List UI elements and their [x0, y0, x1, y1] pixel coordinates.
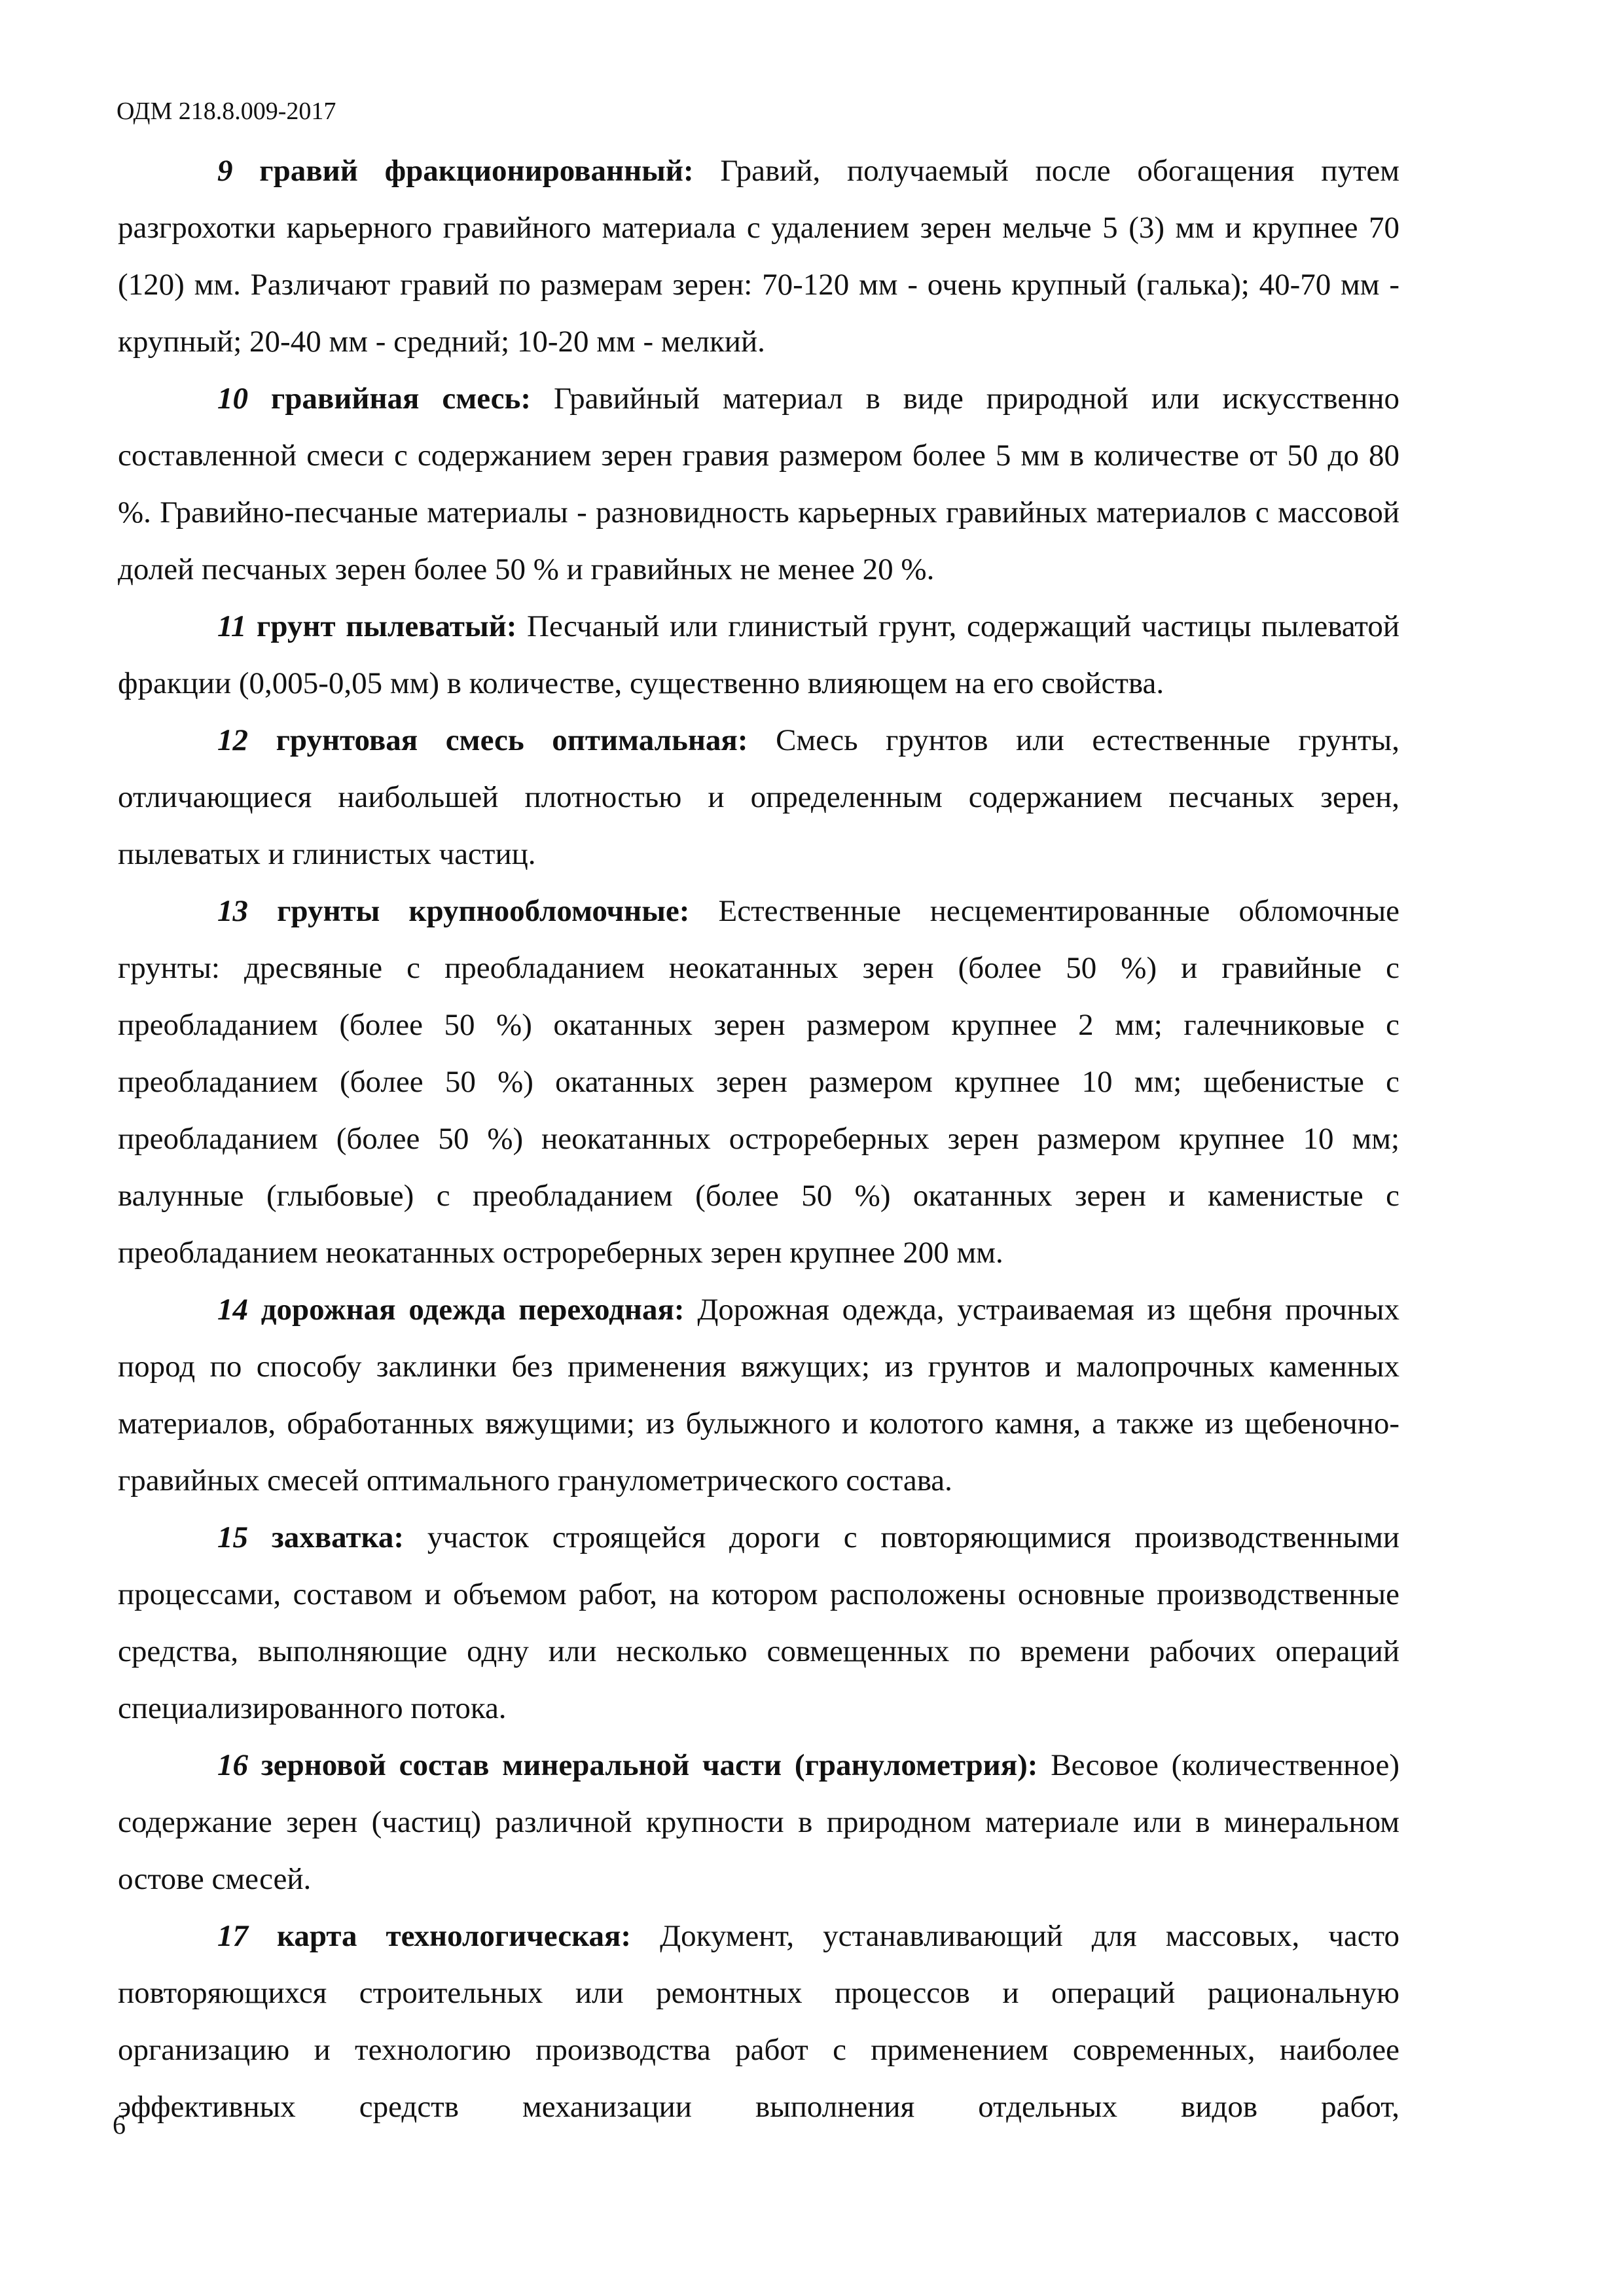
entry-number: 14 [217, 1293, 248, 1327]
entry-text: Дорожная одежда, устраиваемая из щебня прочных пород по способу заклинки без применения вяжущих; из грунтов и малопрочных каменных материалов, обработанных вяжущими; из булыжного и колотого камня, а также из щебеночно-гравийных смесей оптимального гранулометрического состава. [118, 1293, 1399, 1498]
entry-text: Гравий, получаемый после обогащения путем разгрохотки карьерного гравийного материала с удалением зерен мельче 5 (3) мм и крупнее 70 (120) мм. Различают гравий по размерам зерен: 70-120 мм - очень крупный (галька); 40-70 мм - крупный; 20-40 мм - средний; 10-20 мм - мелкий. [118, 154, 1400, 359]
entry-number: 15 [217, 1520, 248, 1554]
entry-text: Весовое (количественное) содержание зерен (частиц) различной крупности в природном материале или в минеральном остове смесей. [118, 1748, 1399, 1896]
entry-term: захватка: [271, 1520, 405, 1554]
entry-number: 9 [217, 154, 233, 188]
entry-number: 16 [217, 1748, 248, 1782]
entry-number: 10 [217, 382, 248, 416]
entry-number: 17 [217, 1919, 248, 1953]
entry-text: Документ, устанавливающий для массовых, часто повторяющихся строительных или ремонтных процессов и операций рациональную организацию и технологию производства работ с применением современных, наиболее эффективных средств механизации выполнения отдельных видов работ, [118, 1919, 1400, 2124]
entry-text: участок строящейся дороги с повторяющимися производственными процессами, составом и объемом работ, на котором расположены основные производственные средства, выполняющие одну или несколько совмещенных по времени рабочих операций специализированного потока. [118, 1520, 1400, 1725]
definition-entry-15 [118, 1509, 1399, 1737]
entry-text: Гравийный материал в виде природной или искусственно составленной смеси с содержанием зерен гравия размером более 5 мм в количестве от 50 до 80 %. Гравийно-песчаные материалы - разновидность карьерных гравийных материалов с массовой долей песчаных зерен более 50 % и гравийных не менее 20 %. [118, 382, 1400, 586]
entry-term: дорожная одежда переходная: [261, 1293, 685, 1327]
entry-number: 12 [217, 723, 248, 757]
entry-term: гравий фракционированный: [259, 154, 694, 188]
document-code-header: ОДМ 218.8.009-2017 [117, 98, 336, 125]
entry-term: грунтовая смесь оптимальная: [276, 723, 748, 757]
definition-entry-10 [118, 370, 1399, 598]
entry-text: Песчаный или глинистый грунт, содержащий частицы пылеватой фракции (0,005-0,05 мм) в количестве, существенно влияющем на его свойства. [118, 609, 1400, 700]
page-number: 6 [113, 2110, 126, 2140]
definition-entry-9 [118, 143, 1399, 370]
definition-entry-12 [118, 712, 1399, 883]
definition-entry-13 [118, 883, 1399, 1282]
entry-text: Смесь грунтов или естественные грунты, отличающиеся наибольшей плотностью и определенным содержанием песчаных зерен, пылеватых и глинистых частиц. [118, 723, 1400, 871]
entry-term: карта технологическая: [277, 1919, 632, 1953]
entry-term: грунт пылеватый: [257, 609, 517, 643]
definition-entry-16 [118, 1737, 1399, 1908]
definitions-list [118, 143, 1399, 2136]
entry-number: 13 [217, 894, 248, 928]
entry-number: 11 [217, 609, 247, 643]
entry-term: зерновой состав минеральной части (гранулометрия): [261, 1748, 1038, 1782]
entry-text: Естественные несцементированные обломочные грунты: дресвяные с преобладанием неокатанных зерен (более 50 %) и гравийные с преобладанием (более 50 %) окатанных зерен размером крупнее 2 мм; галечниковые с преобладанием (более 50 %) окатанных зерен размером крупнее 10 мм; щебенистые с преобладанием (более 50 %) неокатанных остроребеpных зерен размером крупнее 10 мм; валунные (глыбовые) с преобладанием (более 50 %) окатанных зерен и каменистые с преобладанием неокатанных остроребеpных зерен крупнее 200 мм. [118, 894, 1400, 1270]
definition-entry-11 [118, 598, 1399, 712]
entry-term: гравийная смесь: [270, 382, 532, 416]
entry-term: грунты крупнообломочные: [277, 894, 690, 928]
definition-entry-14 [118, 1282, 1399, 1509]
definition-entry-17 [118, 1908, 1399, 2136]
